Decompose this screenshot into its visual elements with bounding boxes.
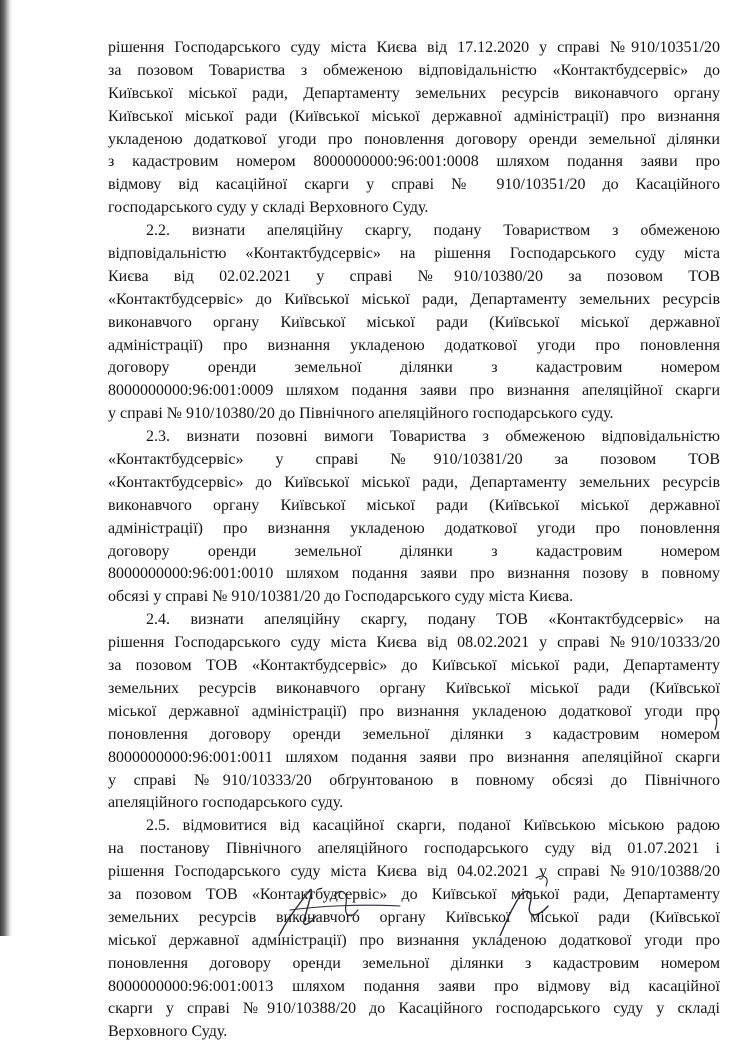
text-line: 8000000000:96:001:0011 шляхом подання заяви про визнання апеляційної скарги — [108, 748, 720, 766]
text-line: 8000000000:96:001:0010 шляхом подання заяви про визнання позову в повному — [108, 565, 720, 583]
text-line: земельних ресурсів виконавчого органу Київської міської ради (Київської — [108, 908, 720, 926]
text-line: рішення Господарського суду міста Києва від 04.02.2021 у справі №910/10388/20 — [108, 863, 720, 881]
text-line: рішення Господарського суду міста Києва від 08.02.2021 у справі №910/10333/20 — [108, 634, 720, 652]
scan-left-edge — [0, 0, 12, 936]
text-line: укладеною додаткової угоди про поновлення договору оренди земельної ділянки — [108, 130, 720, 148]
text-line: Київської міської ради, Департаменту земельних ресурсів виконавчого органу — [108, 84, 720, 102]
text-line: 2.4. визнати апеляційну скаргу, подану ТОВ «Контактбудсервіс» на — [146, 611, 720, 629]
text-line: міської державної адміністрації) про визнання укладеною додаткової угоди про — [108, 702, 720, 720]
text-line: на постанову Північного апеляційного господарського суду від 01.07.2021 і — [108, 840, 720, 858]
text-line: адміністрації) про визнання укладеною додаткової угоди про поновлення — [108, 336, 720, 354]
text-line: адміністрації) про визнання укладеною додаткової угоди про поновлення — [108, 519, 720, 537]
text-line: за позовом ТОВ «Контактбудсервіс» до Київської міської ради, Департаменту — [108, 885, 720, 903]
text-line: «Контактбудсервіс» до Київської міської ради, Департаменту земельних ресурсів — [108, 290, 720, 308]
text-line: виконавчого органу Київської міської ради (Київської міської державної — [108, 313, 720, 331]
text-line: «Контактбудсервіс» у справі №910/10381/20 за позовом ТОВ — [108, 451, 720, 469]
paragraph-2-2 — [108, 220, 720, 426]
paragraph-2-3 — [108, 426, 720, 609]
text-line: Верховного Суду. — [108, 1023, 228, 1041]
text-line: відмову від касаційної скарги у справі № 910/10351/20 до Касаційного — [108, 176, 720, 194]
text-line: земельних ресурсів виконавчого органу Київської міської ради (Київської — [108, 679, 720, 697]
text-line: 8000000000:96:001:0013 шляхом подання заяви про відмову від касаційної — [108, 977, 720, 995]
text-line: поновлення договору оренди земельної ділянки з кадастровим номером — [108, 954, 720, 972]
text-line: скарги у справі №910/10388/20 до Касаційного господарського суду у складі — [108, 1000, 720, 1018]
text-line: рішення Господарського суду міста Києва від 17.12.2020 у справі №910/10351/20 — [108, 39, 720, 56]
text-line: виконавчого органу Київської міської ради (Київської міської державної — [108, 496, 720, 514]
paragraph-2-4 — [108, 609, 720, 815]
margin-mark-icon — [712, 712, 722, 732]
text-line: за позовом ТОВ «Контактбудсервіс» до Київської міської ради, Департаменту — [108, 657, 720, 675]
text-line: Києва від 02.02.2021 у справі №910/10380/20 за позовом ТОВ — [108, 267, 720, 285]
text-line: за позовом Товариства з обмеженою відповідальністю «Контактбудсервіс» до — [108, 61, 720, 79]
text-line: Київської міської ради (Київської міської державної адміністрації) про визнання — [108, 107, 720, 125]
signature-icon — [250, 860, 570, 936]
text-line: «Контактбудсервіс» до Київської міської ради, Департаменту земельних ресурсів — [108, 473, 720, 491]
text-line: у справі №910/10333/20 обґрунтованою в повному обсязі до Північного — [108, 771, 720, 789]
text-line: 8000000000:96:001:0009 шляхом подання заяви про визнання апеляційної скарги — [108, 382, 720, 400]
text-line: договору оренди земельної ділянки з кадастровим номером — [108, 542, 720, 560]
text-line: міської державної адміністрації) про визнання укладеною додаткової угоди про — [108, 931, 720, 949]
paragraph-intro — [108, 37, 720, 220]
text-line: у справі № 910/10380/20 до Північного апеляційного господарського суду. — [108, 405, 614, 423]
text-line: 2.5. відмовитися від касаційної скарги, поданої Київською міською радою — [146, 817, 720, 835]
text-line: 2.3. визнати позовні вимоги Товариства з обмеженою відповідальністю — [146, 428, 720, 446]
text-line: договору оренди земельної ділянки з кадастровим номером — [108, 359, 720, 377]
text-line: поновлення договору оренди земельної ділянки з кадастровим номером — [108, 725, 720, 743]
text-line: апеляційного господарського суду. — [108, 794, 344, 812]
text-line: обсязі у справі № 910/10381/20 до Господарського суду міста Києва. — [108, 588, 574, 606]
text-line: господарського суду у складі Верховного Суду. — [108, 199, 429, 217]
text-line: відповідальністю «Контактбудсервіс» на рішення Господарського суду міста — [108, 245, 720, 263]
text-line: з кадастровим номером 8000000000:96:001:0008 шляхом подання заяви про — [108, 153, 720, 171]
text-line: 2.2. визнати апеляційну скаргу, подану Товариством з обмеженою — [146, 222, 720, 240]
